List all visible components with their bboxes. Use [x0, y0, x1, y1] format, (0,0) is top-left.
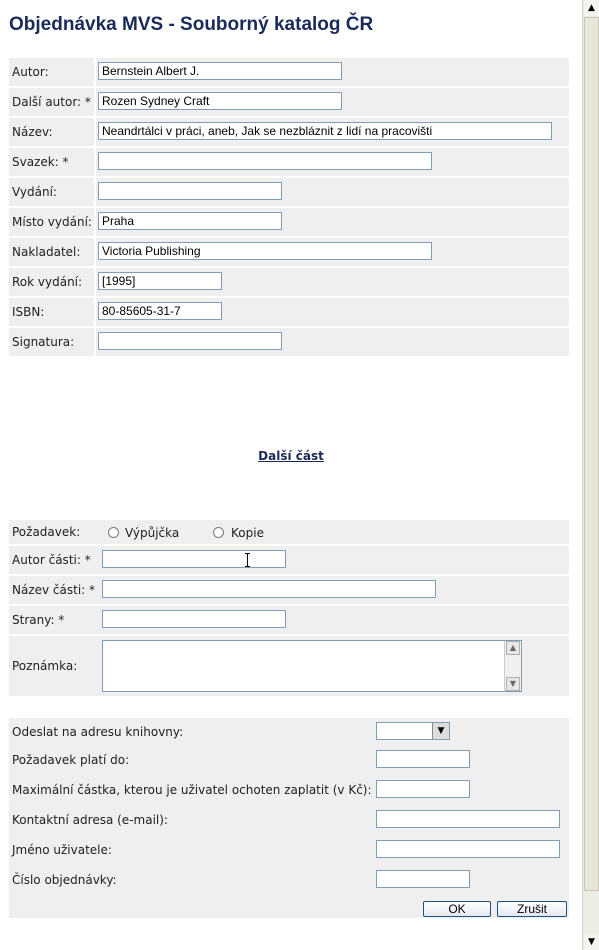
ok-button[interactable]: OK — [423, 901, 491, 917]
text-cursor-icon — [247, 553, 248, 567]
textarea-scroll-up-icon[interactable]: ▲ — [506, 641, 520, 655]
row-nazev-casti — [9, 576, 569, 604]
row-svazek — [9, 148, 569, 176]
label-signatura: Signatura: — [12, 335, 75, 349]
row-pozadavek — [9, 520, 569, 544]
autor-casti-input[interactable] — [102, 550, 286, 568]
nazev-input[interactable]: Neandrtálci v práci, aneb, Jak se nezbláznit z lidí na pracovišti — [98, 122, 552, 140]
row-poznamka — [9, 636, 569, 696]
row-cislo — [9, 866, 569, 894]
isbn-input[interactable]: 80-85605-31-7 — [98, 302, 222, 320]
label-plati-do: Požadavek platí do: — [12, 753, 130, 767]
email-input[interactable] — [376, 810, 560, 828]
autor-input[interactable]: Bernstein Albert J. — [98, 62, 342, 80]
radio-kopie[interactable] — [213, 527, 224, 538]
scrollbar-thumb[interactable] — [584, 17, 599, 891]
row-dalsi-autor — [9, 88, 569, 116]
jmeno-input[interactable] — [376, 840, 560, 858]
row-nazev — [9, 118, 569, 146]
window-scrollbar[interactable] — [582, 0, 599, 950]
label-misto-vydani: Místo vydání: — [12, 215, 92, 229]
row-vydani — [9, 178, 569, 206]
row-odeslat — [9, 718, 569, 746]
row-autor — [9, 58, 569, 86]
row-rok-vydani — [9, 268, 569, 296]
row-autor-casti — [9, 546, 569, 574]
page-title: Objednávka MVS - Souborný katalog ČR — [9, 14, 374, 35]
row-signatura — [9, 328, 569, 356]
next-part-link[interactable]: Další část — [258, 449, 324, 463]
radio-vypujcka-label: Výpůjčka — [125, 526, 180, 540]
label-max-castka: Maximální částka, kterou je uživatel ochoten zaplatit (v Kč): — [12, 783, 372, 797]
cislo-input[interactable] — [376, 870, 470, 888]
nakladatel-input[interactable]: Victoria Publishing — [98, 242, 432, 260]
row-misto-vydani — [9, 208, 569, 236]
cancel-button[interactable]: Zrušit — [497, 901, 567, 917]
label-nazev-casti: Název části: * — [12, 583, 96, 597]
row-strany — [9, 606, 569, 634]
plati-do-input[interactable] — [376, 750, 470, 768]
label-vydani: Vydání: — [12, 185, 57, 199]
label-autor: Autor: — [12, 65, 49, 79]
label-strany: Strany: * — [12, 613, 65, 627]
label-jmeno: Jméno uživatele: — [12, 843, 112, 857]
label-email: Kontaktní adresa (e-mail): — [12, 813, 168, 827]
label-autor-casti: Autor části: * — [12, 553, 91, 567]
library-address-select[interactable] — [376, 722, 450, 740]
label-nakladatel: Nakladatel: — [12, 245, 81, 259]
label-isbn: ISBN: — [12, 305, 45, 319]
poznamka-textarea[interactable] — [102, 640, 522, 692]
radio-kopie-label: Kopie — [231, 526, 264, 540]
row-plati-do — [9, 746, 569, 774]
label-nazev: Název: — [12, 125, 53, 139]
row-jmeno — [9, 836, 569, 864]
label-svazek: Svazek: * — [12, 155, 69, 169]
row-max-castka — [9, 776, 569, 804]
radio-vypujcka[interactable] — [108, 527, 119, 538]
vydani-input[interactable] — [98, 182, 282, 200]
row-isbn — [9, 298, 569, 326]
rok-vydani-input[interactable]: [1995] — [98, 272, 222, 290]
label-cislo: Číslo objednávky: — [12, 873, 117, 887]
misto-vydani-input[interactable]: Praha — [98, 212, 282, 230]
textarea-scrollbar[interactable] — [504, 641, 521, 691]
nazev-casti-input[interactable] — [102, 580, 436, 598]
strany-input[interactable] — [102, 610, 286, 628]
signatura-input[interactable] — [98, 332, 282, 350]
label-dalsi-autor: Další autor: * — [12, 95, 91, 109]
label-pozadavek: Požadavek: — [12, 525, 81, 539]
chevron-down-icon[interactable]: ▼ — [432, 723, 449, 739]
row-email — [9, 806, 569, 834]
label-poznamka: Poznámka: — [12, 659, 78, 673]
next-part-link-container — [0, 449, 582, 463]
label-rok-vydani: Rok vydání: — [12, 275, 83, 289]
max-castka-input[interactable] — [376, 780, 470, 798]
svazek-input[interactable] — [98, 152, 432, 170]
label-odeslat: Odeslat na adresu knihovny: — [12, 725, 184, 739]
scroll-down-icon[interactable]: ▼ — [584, 934, 599, 950]
scroll-up-icon[interactable]: ▲ — [584, 0, 599, 16]
row-nakladatel — [9, 238, 569, 266]
textarea-scroll-down-icon[interactable]: ▼ — [506, 677, 520, 691]
dalsi-autor-input[interactable]: Rozen Sydney Craft — [98, 92, 342, 110]
